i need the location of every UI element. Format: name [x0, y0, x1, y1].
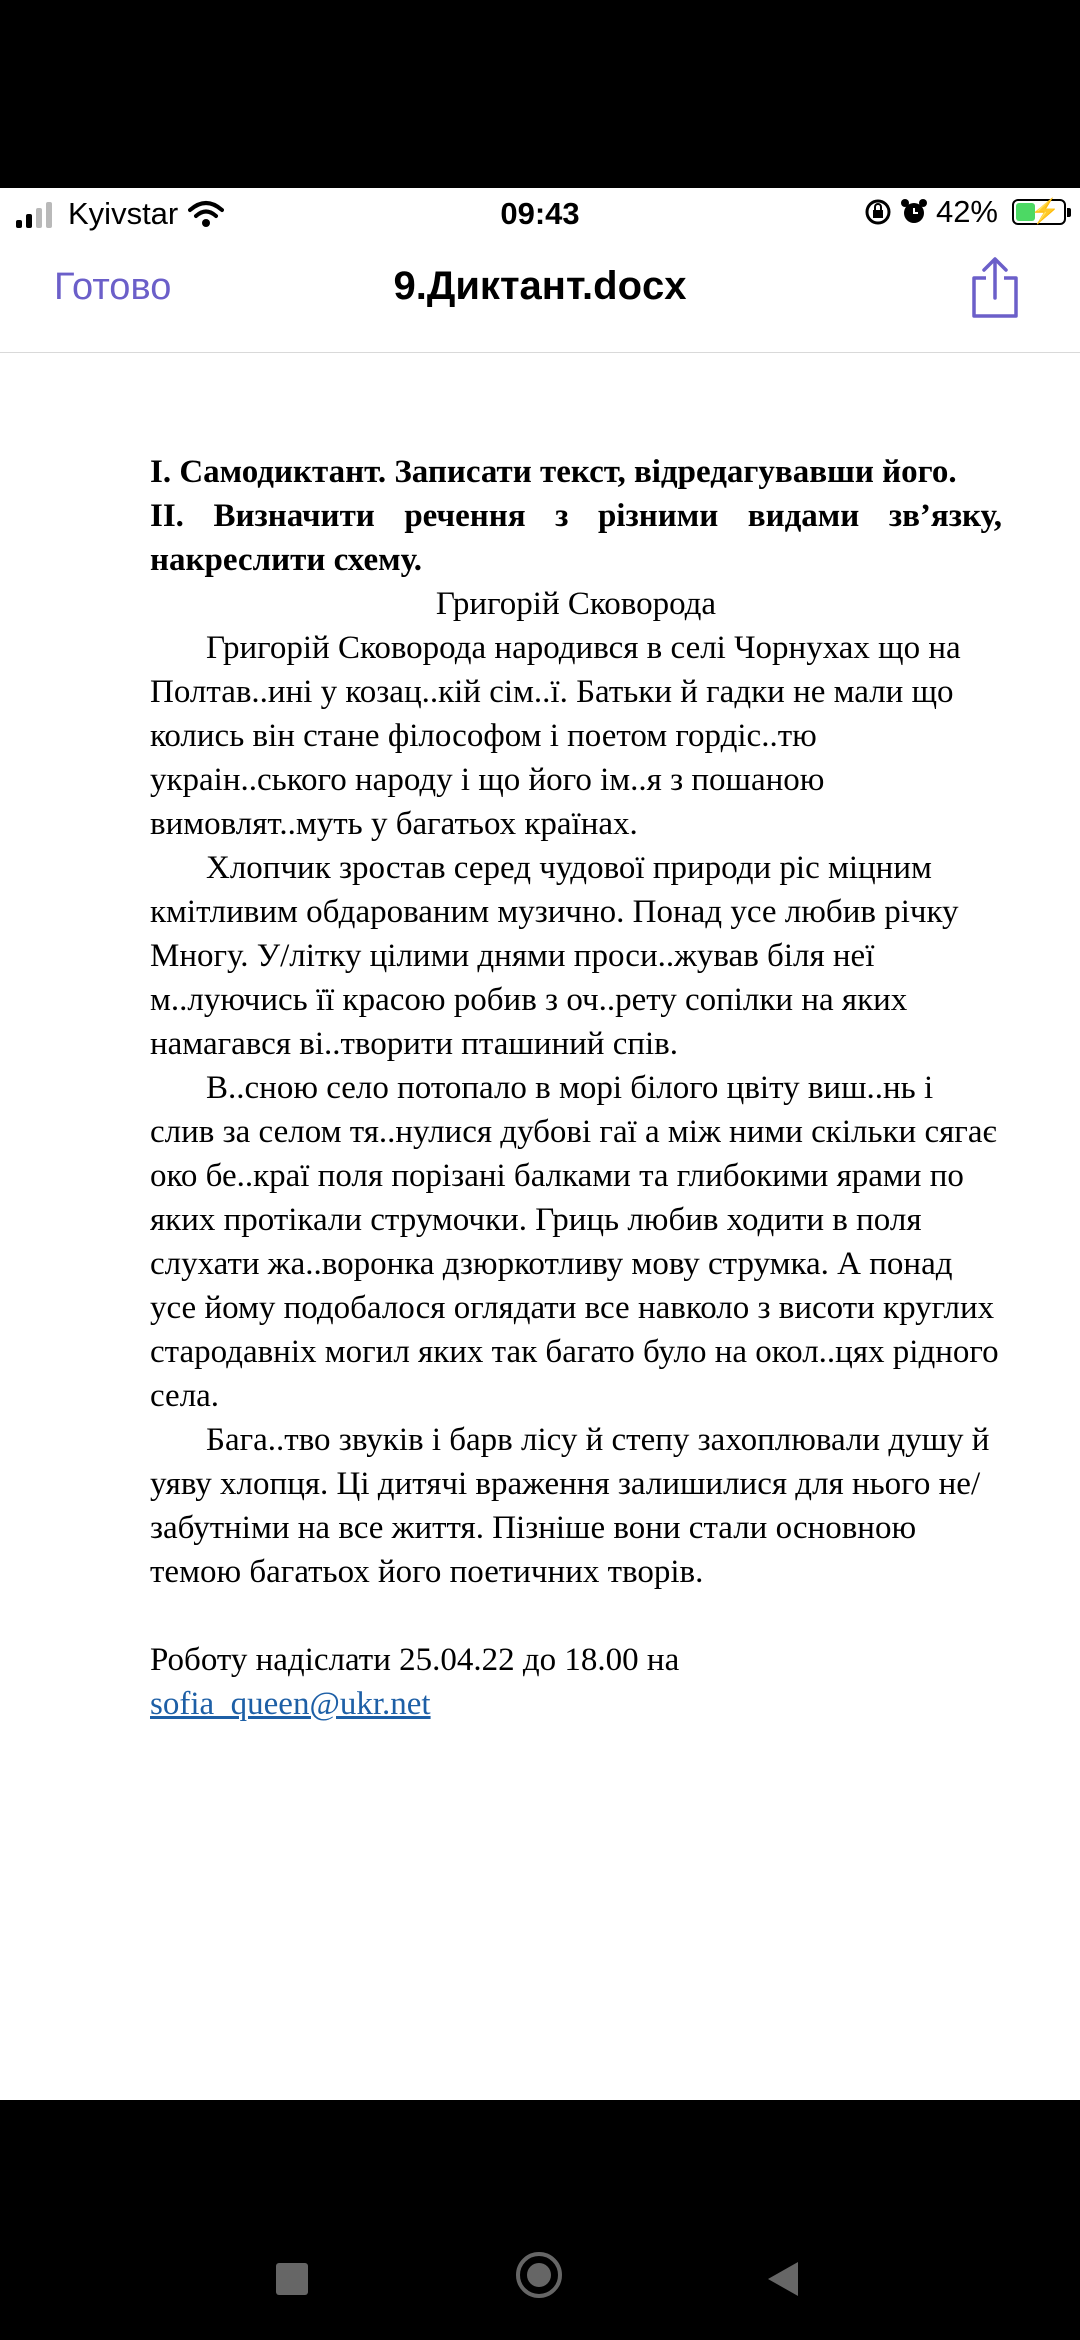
home-icon[interactable]	[516, 2252, 562, 2298]
paragraph: Бага..тво звуків і барв лісу й степу захоплювали душу й уяву хлопця. Ці дитячі враження залишилися для нього не/забутніми на все життя. Пізніше вони стали основною темою багатьох його поетичних творів.	[150, 1422, 990, 1590]
paragraph: Григорій Сковорода народився в селі Чорнухах що на Полтав..ині у козац..кій сім..ї. Батьки й гадки не мали що колись він стане філософом і поетом гордіс..тю украін..ського народу і що його ім..я з пошаною вимовлят..муть у багатьох країнах.	[150, 630, 961, 842]
share-icon[interactable]	[968, 256, 1022, 320]
carrier-label: Kyivstar	[68, 196, 179, 231]
status-bar	[0, 188, 1080, 242]
status-time: 09:43	[500, 196, 580, 231]
alarm-icon	[900, 198, 928, 226]
paragraph: Хлопчик зростав серед чудової природи ріс міцним кмітливим обдарованим музично. Понад усе любив річку Многу. У/літку цілими днями проси..жував біля неї м..луючись її красою робив з оч..рету сопілки на яких намагався ві..творити пташиний спів.	[150, 850, 959, 1062]
submission-note	[150, 1638, 1002, 1726]
back-icon[interactable]	[768, 2262, 798, 2296]
document-content	[150, 450, 1002, 1726]
email-link[interactable]: sofia_queen@ukr.net	[150, 1686, 431, 1722]
task-two: ІІ. Визначити речення з різними видами зв’язку, накреслити схему.	[150, 498, 1002, 578]
recent-apps-icon[interactable]	[276, 2263, 308, 2295]
done-button[interactable]: Готово	[54, 266, 172, 308]
app-screen	[0, 188, 1080, 2100]
battery-percent: 42%	[935, 194, 998, 229]
navigation-bar	[0, 242, 1080, 353]
status-right	[864, 194, 1066, 230]
system-navigation-bar	[0, 2100, 1080, 2340]
submission-text: Роботу надіслати 25.04.22 до 18.00 на	[150, 1642, 680, 1678]
battery-charging-icon: ⚡	[1012, 199, 1066, 225]
document-title: 9.Диктант.docx	[393, 264, 687, 308]
orientation-lock-icon	[864, 198, 892, 226]
task-one: І. Самодиктант. Записати текст, відредагувавши його.	[150, 454, 957, 490]
text-heading: Григорій Сковорода	[435, 586, 717, 622]
paragraph: В..сною село потопало в морі білого цвіту виш..нь і слив за селом тя..нулися дубові гаї а між ними скільки сягає око бе..краї поля порізані балками та глибокими ярами по яких протікали струмочки. Гриць любив ходити в поля слухати жа..воронка дзюркотливу мову струмка. А понад усе йому подобалося оглядати все навколо з висоти круглих стародавніх могил яких так багато було на окол..цях рідного села.	[150, 1070, 999, 1414]
